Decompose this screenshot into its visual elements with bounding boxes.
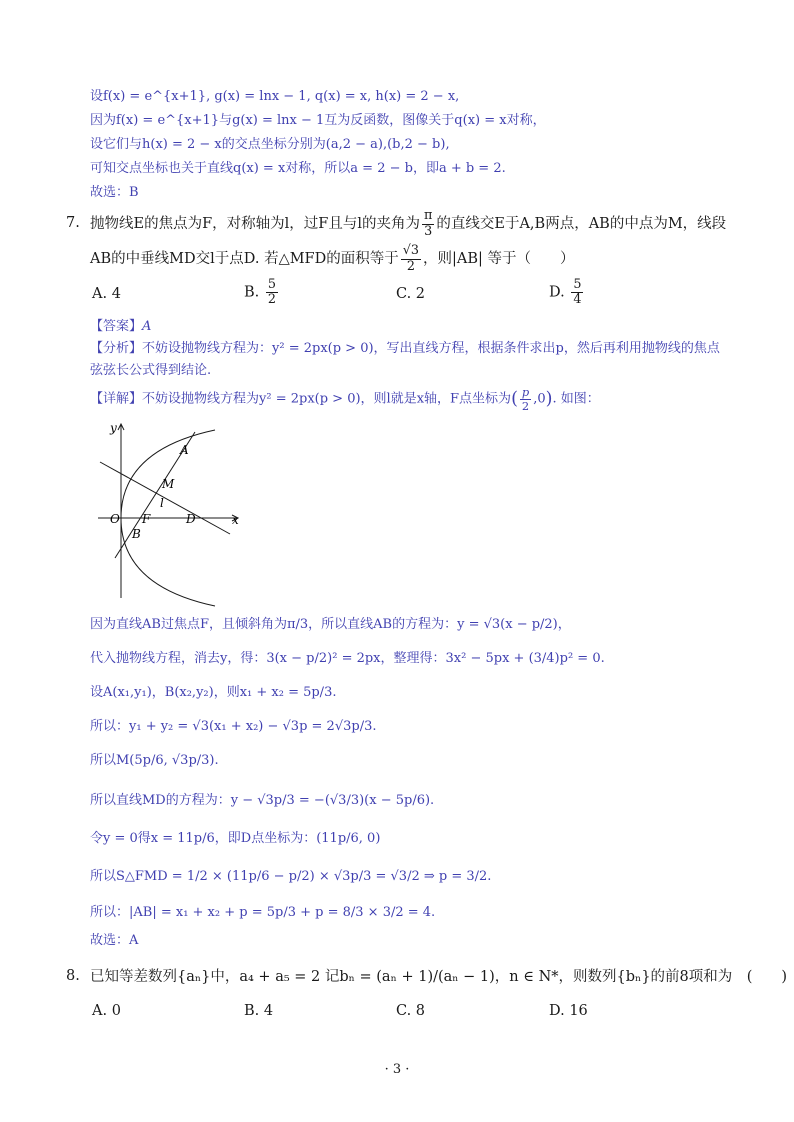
q7-analysis-line2: 弦弦长公式得到结论. (90, 363, 212, 378)
q7-text-a: 抛物线E的焦点为F，对称轴为l，过F且与l的夹角为 (90, 216, 420, 232)
solution6-line2: 因为f(x) = e^{x+1}与g(x) = lnx − 1互为反函数，图像关于q(x) = x对称， (90, 113, 546, 128)
step-4: 所以：y₁ + y₂ = √3(x₁ + x₂) − √3p = 2√3p/3. (90, 719, 377, 734)
solution6-line5: 故选：B (90, 185, 139, 200)
label-y: y (110, 421, 117, 435)
label-b: B (132, 527, 141, 541)
step-5: 所以M(5p/6, √3p/3). (90, 753, 219, 768)
q8-stem: 已知等差数列{aₙ}中，a₄ + a₅ = 2 记bₙ = (aₙ + 1)/(aₙ − 1)，n ∈ N*，则数列{bₙ}的前8项和为 ( ) (90, 969, 788, 985)
q7-angle-fraction: $\frac{\pi}{3}$ (423, 208, 433, 239)
q7-option-b: B. $\frac{5}{2}$ (244, 277, 276, 308)
q7-detail-line1: 【详解】不妨设抛物线方程为y² = 2px(p > 0)，则l就是x轴，F点坐标为( $\frac{p}{2}$ ,0). 如图： (90, 384, 600, 413)
step-10: 故选：A (90, 933, 139, 948)
page-number: · 3 · (384, 1062, 410, 1077)
q7-analysis-line1: 【分析】不妨设抛物线方程为：y² = 2px(p > 0)，写出直线方程，根据条件求出p，然后再利用抛物线的焦点 (90, 341, 720, 356)
solution6-line1: 设f(x) = e^{x+1}, g(x) = lnx − 1, q(x) = x, h(x) = 2 − x, (90, 89, 460, 104)
q8-number: 8. (66, 968, 80, 984)
parabola-figure (90, 412, 250, 612)
solution6-line4: 可知交点坐标也关于直线q(x) = x对称，所以a = 2 − b，即a + b = 2. (90, 161, 506, 176)
q7-stem-line1 (90, 207, 726, 241)
q7-answer: 【答案】A (90, 319, 152, 334)
label-l: l (160, 496, 164, 510)
q7-text-b: 的直线交E于A,B两点，AB的中点为M，线段 (436, 216, 727, 232)
q8-option-a: A. 0 (92, 1003, 121, 1019)
label-d: D (186, 512, 196, 526)
q7-option-a: A. 4 (92, 286, 121, 302)
q8-option-b: B. 4 (244, 1003, 274, 1019)
step-9: 所以：|AB| = x₁ + x₂ + p = 5p/3 + p = 8/3 × 3/2 = 4. (90, 905, 436, 920)
step-2: 代入抛物线方程，消去y，得：3(x − p/2)² = 2px，整理得：3x² − 5px + (3/4)p² = 0. (90, 651, 605, 666)
label-x: x (232, 513, 239, 527)
q7-number: 7. (66, 215, 80, 231)
step-7: 令y = 0得x = 11p/6，即D点坐标为：(11p/6, 0) (90, 831, 381, 846)
solution6-line3: 设它们与h(x) = 2 − x的交点坐标分别为(a,2 − a),(b,2 − b), (90, 137, 450, 152)
label-f: F (142, 512, 151, 526)
label-m: M (162, 477, 175, 491)
q7-option-c: C. 2 (396, 286, 426, 302)
q8-option-d: D. 16 (549, 1003, 588, 1019)
q7-area-fraction: $\frac{√3}{2}$ (402, 243, 419, 274)
q7-stem-line2 (90, 242, 575, 276)
q8-option-c: C. 8 (396, 1003, 426, 1019)
q7-text-d: ，则|AB| 等于（ ） (423, 251, 575, 267)
step-1: 因为直线AB过焦点F，且倾斜角为π/3，所以直线AB的方程为：y = √3(x − p/2)， (90, 617, 571, 632)
step-3: 设A(x₁,y₁)，B(x₂,y₂)，则x₁ + x₂ = 5p/3. (90, 685, 337, 700)
step-8: 所以S△FMD = 1/2 × (11p/6 − p/2) × √3p/3 = √3/2 ⇒ p = 3/2. (90, 869, 492, 884)
q7-text-c: AB的中垂线MD交l于点D. 若△MFD的面积等于 (90, 251, 399, 267)
label-o: O (110, 512, 120, 526)
label-a: A (180, 443, 189, 457)
step-6: 所以直线MD的方程为：y − √3p/3 = −(√3/3)(x − 5p/6). (90, 793, 435, 808)
q7-option-d: D. $\frac{5}{4}$ (549, 277, 582, 308)
